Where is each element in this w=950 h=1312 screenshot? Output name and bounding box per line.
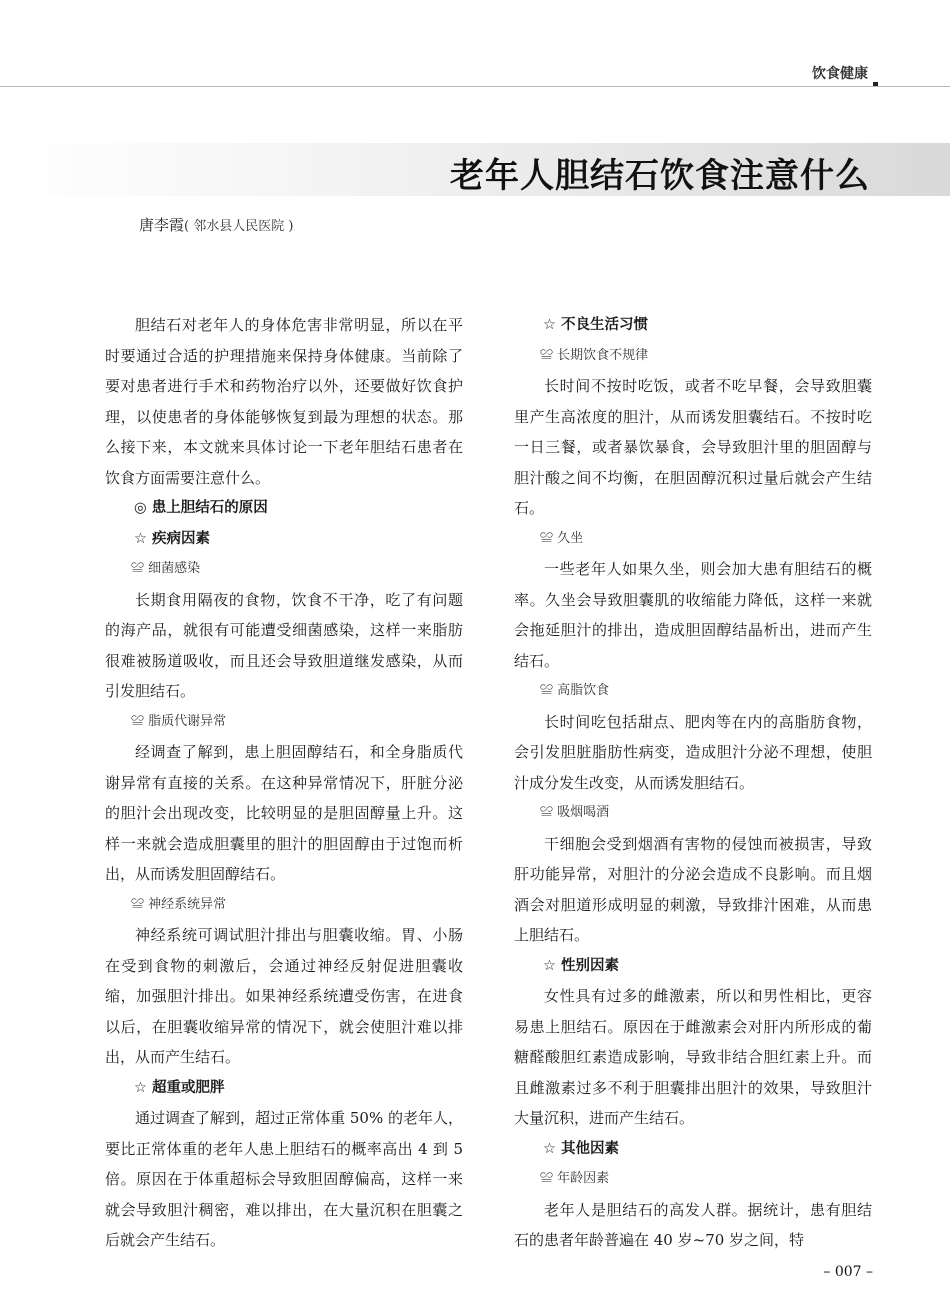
body-paragraph: 长时间不按时吃饭，或者不吃早餐，会导致胆囊里产生高浓度的胆汁，从而诱发胆囊结石。不按时吃一日三餐，或者暴饮暴食，会导致胆汁里的胆固醇与胆汁酸之间不均衡，在胆固醇沉积过量后就会产生结石。	[514, 377, 872, 517]
article-title: 老年人胆结石饮食注意什么	[450, 156, 870, 196]
author-name: 唐李霞	[139, 216, 185, 234]
sub-subsection-heading	[105, 707, 463, 738]
section-label: 饮食健康	[812, 66, 868, 82]
sub-subsection-heading	[514, 676, 872, 707]
subsection-heading	[514, 310, 872, 341]
sub-subsection-heading	[514, 798, 872, 829]
page-number: – 007 –	[823, 1264, 873, 1280]
heading-text: 患上胆结石的原因	[146, 500, 268, 516]
header-rule	[0, 86, 950, 87]
subsection-heading	[514, 951, 872, 982]
triple-bar-icon: ≌	[131, 561, 145, 576]
subsection-heading	[105, 524, 463, 555]
star-icon: ☆	[543, 317, 556, 333]
body-paragraph: 干细胞会受到烟酒有害物的侵蚀而被损害，导致肝功能异常，对胆汁的分泌会造成不良影响。而且烟酒会对胆道形成明显的刺激，导致排汁困难，从而患上胆结石。	[514, 834, 872, 944]
body-paragraph: 长期食用隔夜的食物，饮食不干净，吃了有问题的海产品，就很有可能遭受细菌感染，这样一来脂肪很难被肠道吸收，而且还会导致胆道继发感染，从而引发胆结石。	[105, 590, 463, 700]
heading-text: 疾病因素	[147, 530, 211, 547]
body-paragraph: 老年人是胆结石的高发人群。据统计，患有胆结石的患者年龄普遍在 40 岁~70 岁之间，特	[514, 1200, 872, 1249]
star-icon: ☆	[543, 1140, 556, 1157]
heading-text: 高脂饮食	[553, 683, 610, 698]
author-affiliation: ( 邻水县人民医院 )	[184, 219, 294, 234]
star-icon: ☆	[134, 1079, 147, 1096]
body-paragraph: 一些老年人如果久坐，则会加大患有胆结石的概率。久坐会导致胆囊肌的收缩能力降低，这样一来就会拖延胆汁的排出，造成胆固醇结晶析出，进而产生结石。	[514, 560, 872, 670]
star-icon: ☆	[134, 530, 147, 547]
triple-bar-icon: ≌	[131, 896, 145, 912]
sub-subsection-heading	[514, 341, 872, 372]
triple-bar-icon: ≌	[540, 805, 554, 820]
body-paragraph: 胆结石对老年人的身体危害非常明显，所以在平时要通过合适的护理措施来保持身体健康。当前除了要对患者进行手术和药物治疗以外，还要做好饮食护理，以使患者的身体能够恢复到最为理想的状态。那么接下来，本文就来具体讨论一下老年胆结石患者在饮食方面需要注意什么。	[105, 316, 463, 487]
body-paragraph: 经调查了解到，患上胆固醇结石，和全身脂质代谢异常有直接的关系。在这种异常情况下，肝脏分泌的胆汁会出现改变，比较明显的是胆固醇量上升。这样一来就会造成胆囊里的胆汁的胆固醇由于过饱而析出，从而诱发胆固醇结石。	[105, 743, 463, 883]
triple-bar-icon: ≌	[540, 683, 554, 698]
section-heading	[105, 493, 463, 524]
subsection-heading	[105, 1073, 463, 1104]
heading-text: 其他因素	[556, 1140, 620, 1157]
heading-text: 长期饮食不规律	[553, 347, 649, 363]
heading-text: 吸烟喝酒	[553, 805, 610, 820]
body-paragraph: 长时间吃包括甜点、肥肉等在内的高脂肪食物，会引发胆脏脂肪性病变，造成胆汁分泌不理想，使胆汁成分发生改变，从而诱发胆结石。	[514, 712, 872, 792]
heading-text: 神经系统异常	[144, 896, 227, 912]
heading-text: 久坐	[553, 530, 584, 546]
triple-bar-icon: ≌	[540, 347, 554, 363]
heading-text: 细菌感染	[144, 561, 201, 576]
heading-text: 超重或肥胖	[147, 1079, 225, 1096]
triple-bar-icon: ≌	[540, 1171, 554, 1186]
heading-text: 不良生活习惯	[556, 317, 649, 333]
sub-subsection-heading	[105, 890, 463, 921]
left-column	[105, 310, 463, 1256]
heading-text: 脂质代谢异常	[144, 713, 227, 729]
triple-bar-icon: ≌	[131, 713, 145, 729]
byline	[139, 214, 293, 235]
right-column	[514, 310, 872, 1256]
heading-text: 性别因素	[556, 957, 620, 974]
sub-subsection-heading	[105, 554, 463, 585]
sub-subsection-heading	[514, 524, 872, 555]
heading-text: 年龄因素	[553, 1171, 610, 1186]
body-paragraph: 神经系统可调试胆汁排出与胆囊收缩。胃、小肠在受到食物的刺激后，会通过神经反射促进胆囊收缩，加强胆汁排出。如果神经系统遭受伤害，在进食以后，在胆囊收缩异常的情况下，就会使胆汁难以排出，从而产生结石。	[105, 926, 463, 1066]
body-paragraph: 女性具有过多的雌激素，所以和男性相比，更容易患上胆结石。原因在于雌激素会对肝内所形成的葡糖醛酸胆红素造成影响，导致非结合胆红素上升。而且雌激素过多不利于胆囊排出胆汁的效果，导致胆汁大量沉积，进而产生结石。	[514, 987, 872, 1127]
body-paragraph: 通过调查了解到，超过正常体重 50% 的老年人，要比正常体重的老年人患上胆结石的概率高出 4 到 5 倍。原因在于体重超标会导致胆固醇偏高，这样一来就会导致胆汁稠密，难以排出，在大量沉积在胆囊之后就会产生结石。	[105, 1109, 463, 1249]
triple-bar-icon: ≌	[540, 530, 554, 546]
sub-subsection-heading	[514, 1164, 872, 1195]
star-icon: ☆	[543, 957, 556, 974]
subsection-heading	[514, 1134, 872, 1165]
double-circle-icon: ◎	[134, 500, 147, 516]
